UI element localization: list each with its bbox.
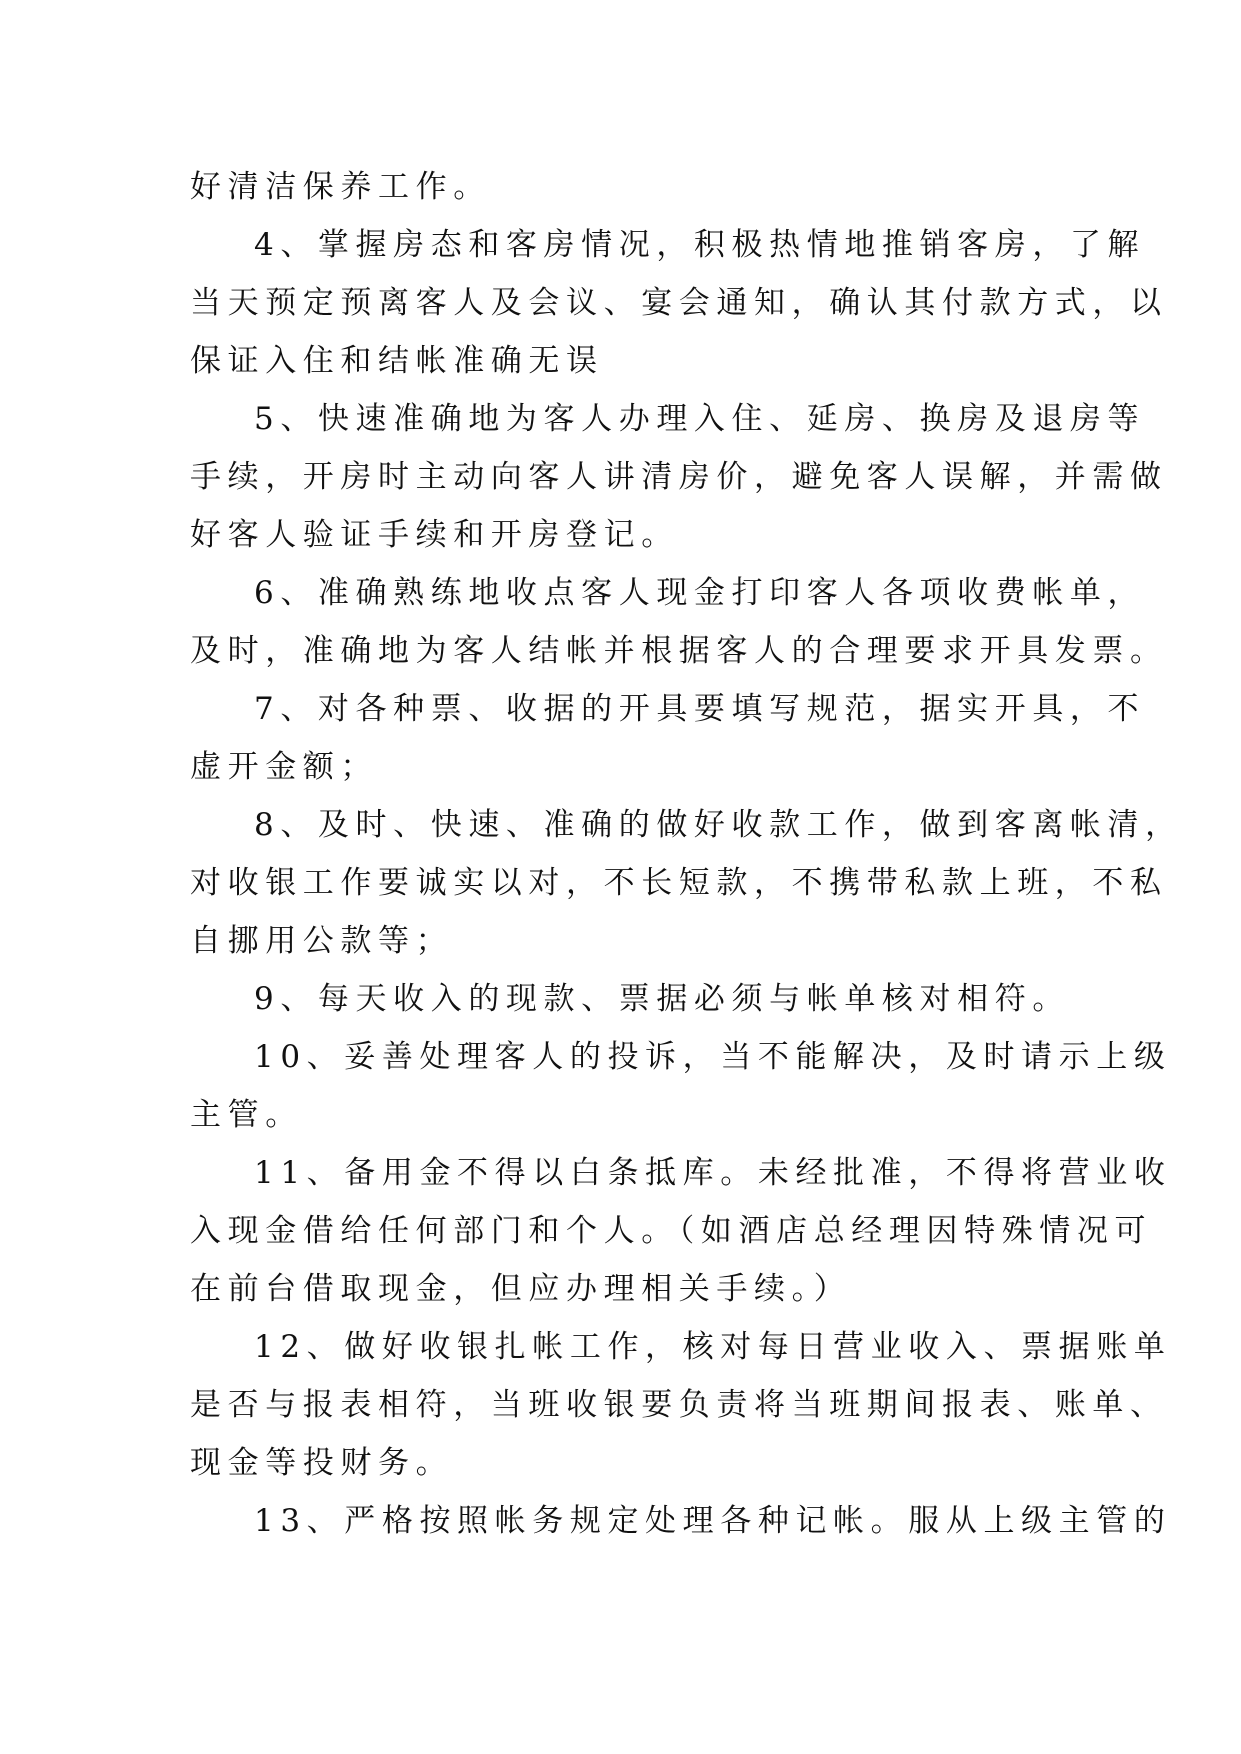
text-line: 10、妥善处理客人的投诉，当不能解决，及时请示上级 (254, 1039, 1172, 1075)
text-line: 入现金借给任何部门和个人。（如酒店总经理因特殊情况可 (190, 1213, 1153, 1249)
text-line: 4、掌握房态和客房情况，积极热情地推销客房，了解 (254, 227, 1146, 263)
text-line: 8、及时、快速、准确的做好收款工作，做到客离帐清， (254, 807, 1183, 843)
text-line: 主管。 (190, 1097, 303, 1133)
text-line: 9、每天收入的现款、票据必须与帐单核对相符。 (254, 981, 1070, 1017)
text-line: 自挪用公款等； (190, 923, 454, 959)
text-line: 是否与报表相符，当班收银要负责将当班期间报表、账单、 (190, 1387, 1168, 1423)
text-line: 好清洁保养工作。 (190, 169, 491, 205)
document-body (190, 158, 1183, 1550)
text-line: 5、快速准确地为客人办理入住、延房、换房及退房等 (254, 401, 1146, 437)
text-line: 保证入住和结帐准确无误 (190, 343, 604, 379)
text-line: 11、备用金不得以白条抵库。未经批准，不得将营业收 (254, 1155, 1172, 1191)
text-line: 当天预定预离客人及会议、宴会通知，确认其付款方式，以 (190, 285, 1168, 321)
text-line: 在前台借取现金，但应办理相关手续。） (190, 1271, 852, 1307)
text-line: 6、准确熟练地收点客人现金打印客人各项收费帐单， (254, 575, 1146, 611)
text-line: 对收银工作要诚实以对，不长短款，不携带私款上班，不私 (190, 865, 1168, 901)
text-line: 手续，开房时主动向客人讲清房价，避免客人误解，并需做 (190, 459, 1168, 495)
text-line: 好客人验证手续和开房登记。 (190, 517, 679, 553)
text-line: 12、做好收银扎帐工作，核对每日营业收入、票据账单 (254, 1329, 1172, 1365)
text-line: 7、对各种票、收据的开具要填写规范，据实开具，不 (254, 691, 1146, 727)
text-line: 及时，准确地为客人结帐并根据客人的合理要求开具发票。 (190, 633, 1168, 669)
text-line: 现金等投财务。 (190, 1445, 454, 1481)
text-line: 13、严格按照帐务规定处理各种记帐。服从上级主管的 (254, 1503, 1172, 1539)
text-line: 虚开金额； (190, 749, 378, 785)
